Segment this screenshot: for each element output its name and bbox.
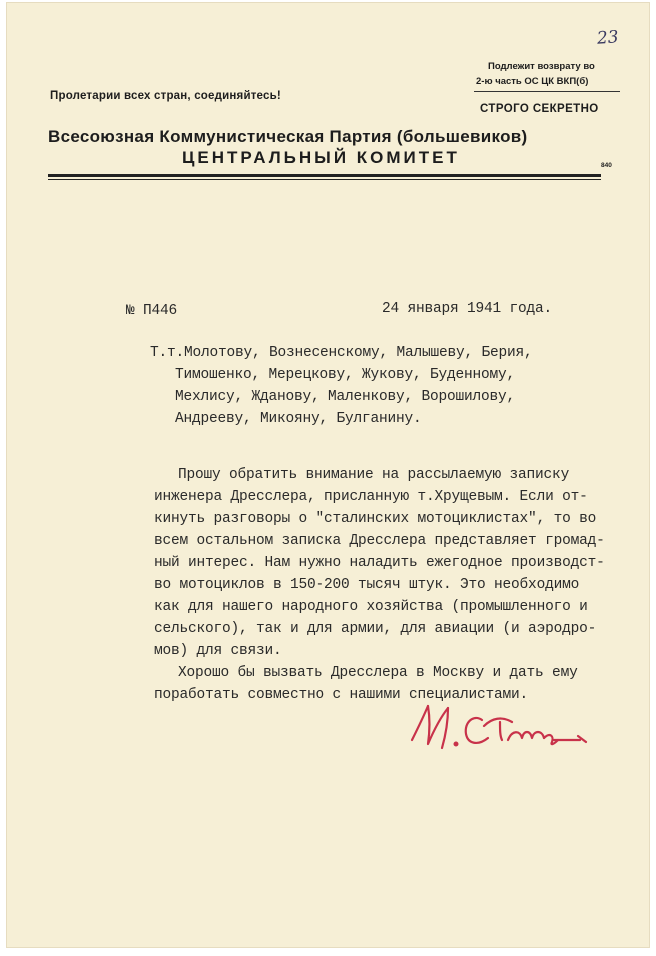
classification-stamp: СТРОГО СЕКРЕТНО [480,103,599,115]
addressee-line: Т.т.Молотову, Вознесенскому, Малышеву, Берия, [150,345,533,361]
form-code: 840 [601,162,612,169]
body-line: поработать совместно с нашими специалистами. [154,687,529,703]
committee-title: ЦЕНТРАЛЬНЫЙ КОМИТЕТ [182,148,460,167]
letterhead-rule-thin [48,179,601,180]
return-notice-line2: 2-ю часть ОС ЦК ВКП(б) [476,76,589,87]
addressee-line: Мехлису, Жданову, Маленкову, Ворошилову, [175,389,516,405]
signature-image [404,700,594,760]
return-notice-divider [474,91,620,92]
body-line: сельского), так и для армии, для авиации (и аэродро- [154,621,597,637]
letterhead-slogan: Пролетарии всех стран, соединяйтесь! [50,90,281,102]
body-line: во мотоциклов в 150-200 тысяч штук. Это необходимо [154,577,580,593]
body-line: кинуть разговоры о "сталинских мотоциклистах", то во [154,511,597,527]
body-line: инженера Дресслера, присланную т.Хрущевым. Если от- [154,489,588,505]
party-name: Всесоюзная Коммунистическая Партия (большевиков) [48,127,528,146]
letterhead-rule-thick [48,174,601,177]
document-date: 24 января 1941 года. [382,301,553,317]
document-number: № П446 [126,303,178,319]
body-line: ный интерес. Нам нужно наладить ежегодное производст- [154,555,605,571]
body-line: Прошу обратить внимание на рассылаемую записку [178,467,570,483]
addressee-line: Андрееву, Микояну, Булганину. [175,411,422,427]
document-page [6,2,650,948]
body-line: Хорошо бы вызвать Дресслера в Москву и дать ему [178,665,578,681]
body-line: всем остальном записка Дресслера представляет громад- [154,533,605,549]
addressee-line: Тимошенко, Мерецкову, Жукову, Буденному, [175,367,516,383]
archive-page-number: 23 [596,27,620,49]
body-line: мов) для связи. [154,643,282,659]
return-notice-line1: Подлежит возврату во [488,61,595,72]
body-line: как для нашего народного хозяйства (промышленного и [154,599,588,615]
